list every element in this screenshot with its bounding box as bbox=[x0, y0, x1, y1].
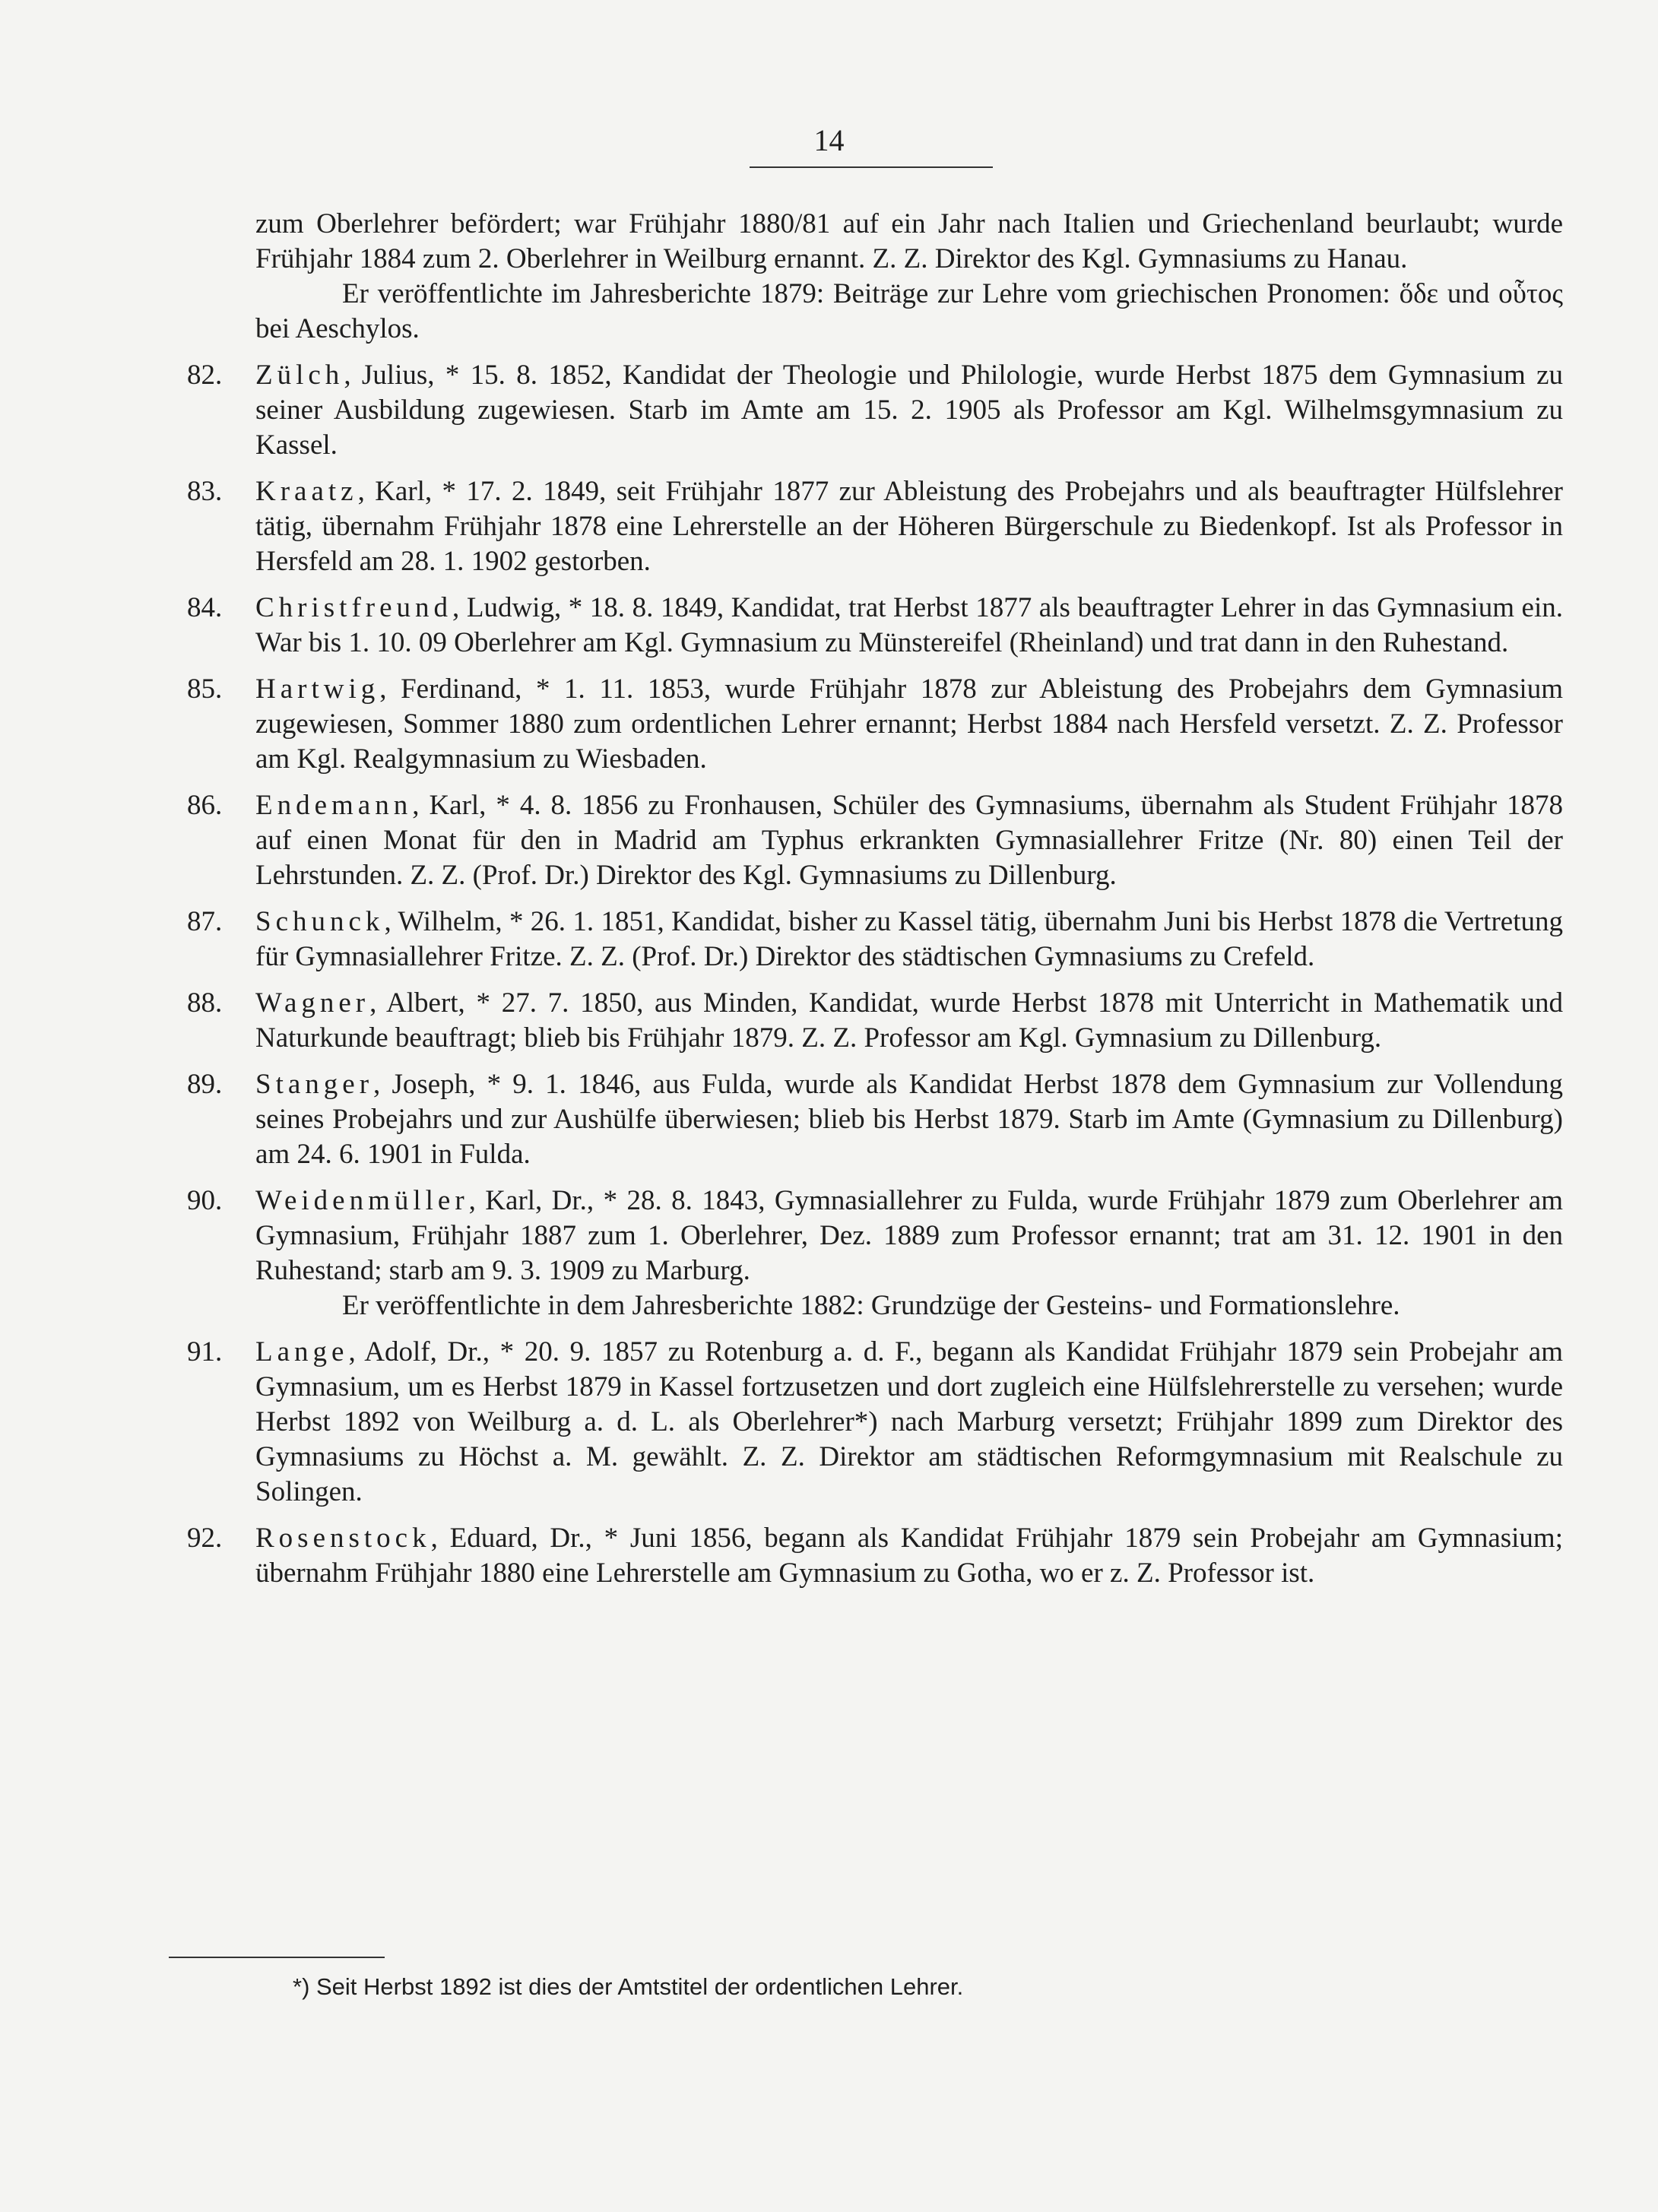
entry-86 bbox=[187, 788, 1563, 893]
body-text bbox=[187, 207, 1563, 1591]
entry-text: , Julius, * 15. 8. 1852, Kandidat der Theologie und Philologie, wurde Herbst 1875 dem Gymnasium zu seiner Ausbildung zugewiesen. Starb im Amte am 15. 2. 1905 als Professor am Kgl. Wilhelmsgymnasium zu Kassel. bbox=[255, 360, 1563, 461]
entry-text: , Eduard, Dr., * Juni 1856, begann als Kandidat Frühjahr 1879 sein Probejahr am Gymnasium; übernahm Frühjahr 1880 eine Lehrerstelle am Gymnasium zu Gotha, wo er z. Z. Professor ist. bbox=[255, 1523, 1563, 1589]
entry-84 bbox=[187, 591, 1563, 661]
entry-name: Christfreund bbox=[255, 592, 453, 623]
entry-82 bbox=[187, 358, 1563, 463]
entry-text: , Ferdinand, * 1. 11. 1853, wurde Frühjahr 1878 zur Ableistung des Probejahrs dem Gymnasium zugewiesen, Sommer 1880 zum ordentlichen Lehrer ernannt; Herbst 1884 nach Hersfeld versetzt. Z. Z. Professor am Kgl. Realgymnasium zu Wiesbaden. bbox=[255, 673, 1563, 775]
entry-name: Schunck bbox=[255, 906, 385, 937]
entry-name: Zülch bbox=[255, 360, 344, 391]
entry-name: Endemann bbox=[255, 790, 413, 821]
entry-name: Kraatz bbox=[255, 476, 358, 507]
entry-number: 84. bbox=[187, 592, 223, 623]
entry-name: Stanger bbox=[255, 1069, 374, 1100]
entry-85 bbox=[187, 672, 1563, 777]
entry-92 bbox=[187, 1521, 1563, 1591]
entry-number: 91. bbox=[187, 1336, 223, 1367]
entry-name: Hartwig bbox=[255, 673, 380, 705]
entry-90 bbox=[187, 1184, 1563, 1288]
entry-91 bbox=[187, 1335, 1563, 1510]
entry-number: 86. bbox=[187, 790, 223, 821]
entry-name: Wagner bbox=[255, 987, 370, 1019]
entry-name: Lange bbox=[255, 1336, 349, 1367]
entry-number: 88. bbox=[187, 987, 223, 1019]
header-rule bbox=[750, 166, 993, 168]
intro-publication: Er veröffentlichte im Jahresberichte 1879: Beiträge zur Lehre vom griechischen Pronomen: ὅδε und οὗτος bei Aeschylos. bbox=[255, 278, 1563, 344]
entry-number: 85. bbox=[187, 673, 223, 705]
entry-text: , Karl, * 4. 8. 1856 zu Fronhausen, Schüler des Gymnasiums, übernahm als Student Frühjahr 1878 auf einen Monat für den in Madrid am Typhus erkrankten Gymnasiallehrer Fritze (Nr. 80) einen Teil der Lehrstunden. Z. Z. (Prof. Dr.) Direktor des Kgl. Gymnasiums zu Dillenburg. bbox=[255, 790, 1563, 891]
entry-number: 83. bbox=[187, 476, 223, 507]
entry-83 bbox=[187, 474, 1563, 579]
entry-text: , Karl, * 17. 2. 1849, seit Frühjahr 1877 zur Ableistung des Probejahrs und als beauftragter Hülfslehrer tätig, übernahm Frühjahr 1878 eine Lehrerstelle an der Höheren Bürgerschule zu Biedenkopf. Ist als Professor in Hersfeld am 28. 1. 1902 gestorben. bbox=[255, 476, 1563, 577]
entry-text: , Adolf, Dr., * 20. 9. 1857 zu Rotenburg a. d. F., begann als Kandidat Frühjahr 1879 sein Probejahr am Gymnasium, um es Herbst 1879 in Kassel fortzusetzen und dort zugleich eine Hülfslehrerstelle zu versehen; wurde Herbst 1892 von Weilburg a. d. L. als Oberlehrer*) nach Marburg versetzt; Frühjahr 1899 zum Direktor des Gymnasiums zu Höchst a. M. gewählt. Z. Z. Direktor am städtischen Reformgymnasium mit Realschule zu Solingen. bbox=[255, 1336, 1563, 1507]
entry-text: , Ludwig, * 18. 8. 1849, Kandidat, trat Herbst 1877 als beauftragter Lehrer in das Gymnasium ein. War bis 1. 10. 09 Oberlehrer am Kgl. Gymnasium zu Münstereifel (Rheinland) und trat dann in den Ruhestand. bbox=[255, 592, 1563, 658]
entry-89 bbox=[187, 1067, 1563, 1172]
entry-number: 92. bbox=[187, 1523, 223, 1554]
intro-paragraph: zum Oberlehrer befördert; war Frühjahr 1880/81 auf ein Jahr nach Italien und Griechenland beurlaubt; wurde Frühjahr 1884 zum 2. Oberlehrer in Weilburg ernannt. Z. Z. Direktor des Kgl. Gymnasiums zu Hanau. bbox=[255, 208, 1563, 274]
entry-90-publication: Er veröffentlichte in dem Jahresberichte 1882: Grundzüge der Gesteins- und Formationslehre. bbox=[342, 1290, 1400, 1321]
entry-name: Weidenmüller bbox=[255, 1185, 469, 1216]
entry-88 bbox=[187, 986, 1563, 1056]
footnote: *) Seit Herbst 1892 ist dies der Amtstitel der ordentlichen Lehrer. bbox=[293, 1973, 964, 2000]
entry-name: Rosenstock bbox=[255, 1523, 431, 1554]
entry-number: 87. bbox=[187, 906, 223, 937]
entry-number: 82. bbox=[187, 360, 223, 391]
entry-text: , Karl, Dr., * 28. 8. 1843, Gymnasiallehrer zu Fulda, wurde Frühjahr 1879 zum Oberlehrer am Gymnasium, Frühjahr 1887 zum 1. Oberlehrer, Dez. 1889 zum Professor ernannt; trat am 31. 12. 1901 in den Ruhestand; starb am 9. 3. 1909 zu Marburg. bbox=[255, 1185, 1563, 1286]
entry-text: , Albert, * 27. 7. 1850, aus Minden, Kandidat, wurde Herbst 1878 mit Unterricht in Mathematik und Naturkunde beauftragt; blieb bis Frühjahr 1879. Z. Z. Professor am Kgl. Gymnasium zu Dillenburg. bbox=[255, 987, 1563, 1054]
entry-number: 89. bbox=[187, 1069, 223, 1100]
entry-87 bbox=[187, 905, 1563, 974]
entry-text: , Wilhelm, * 26. 1. 1851, Kandidat, bisher zu Kassel tätig, übernahm Juni bis Herbst 1878 die Vertretung für Gymnasiallehrer Fritze. Z. Z. (Prof. Dr.) Direktor des städtischen Gymnasiums zu Crefeld. bbox=[255, 906, 1563, 972]
entry-text: , Joseph, * 9. 1. 1846, aus Fulda, wurde als Kandidat Herbst 1878 dem Gymnasium zur Vollendung seines Probejahrs und zur Aushülfe überwiesen; blieb bis Herbst 1879. Starb im Amte (Gymnasium zu Dillenburg) am 24. 6. 1901 in Fulda. bbox=[255, 1069, 1563, 1170]
footnote-rule bbox=[169, 1957, 385, 1958]
entry-number: 90. bbox=[187, 1185, 223, 1216]
page-number: 14 bbox=[813, 123, 845, 157]
